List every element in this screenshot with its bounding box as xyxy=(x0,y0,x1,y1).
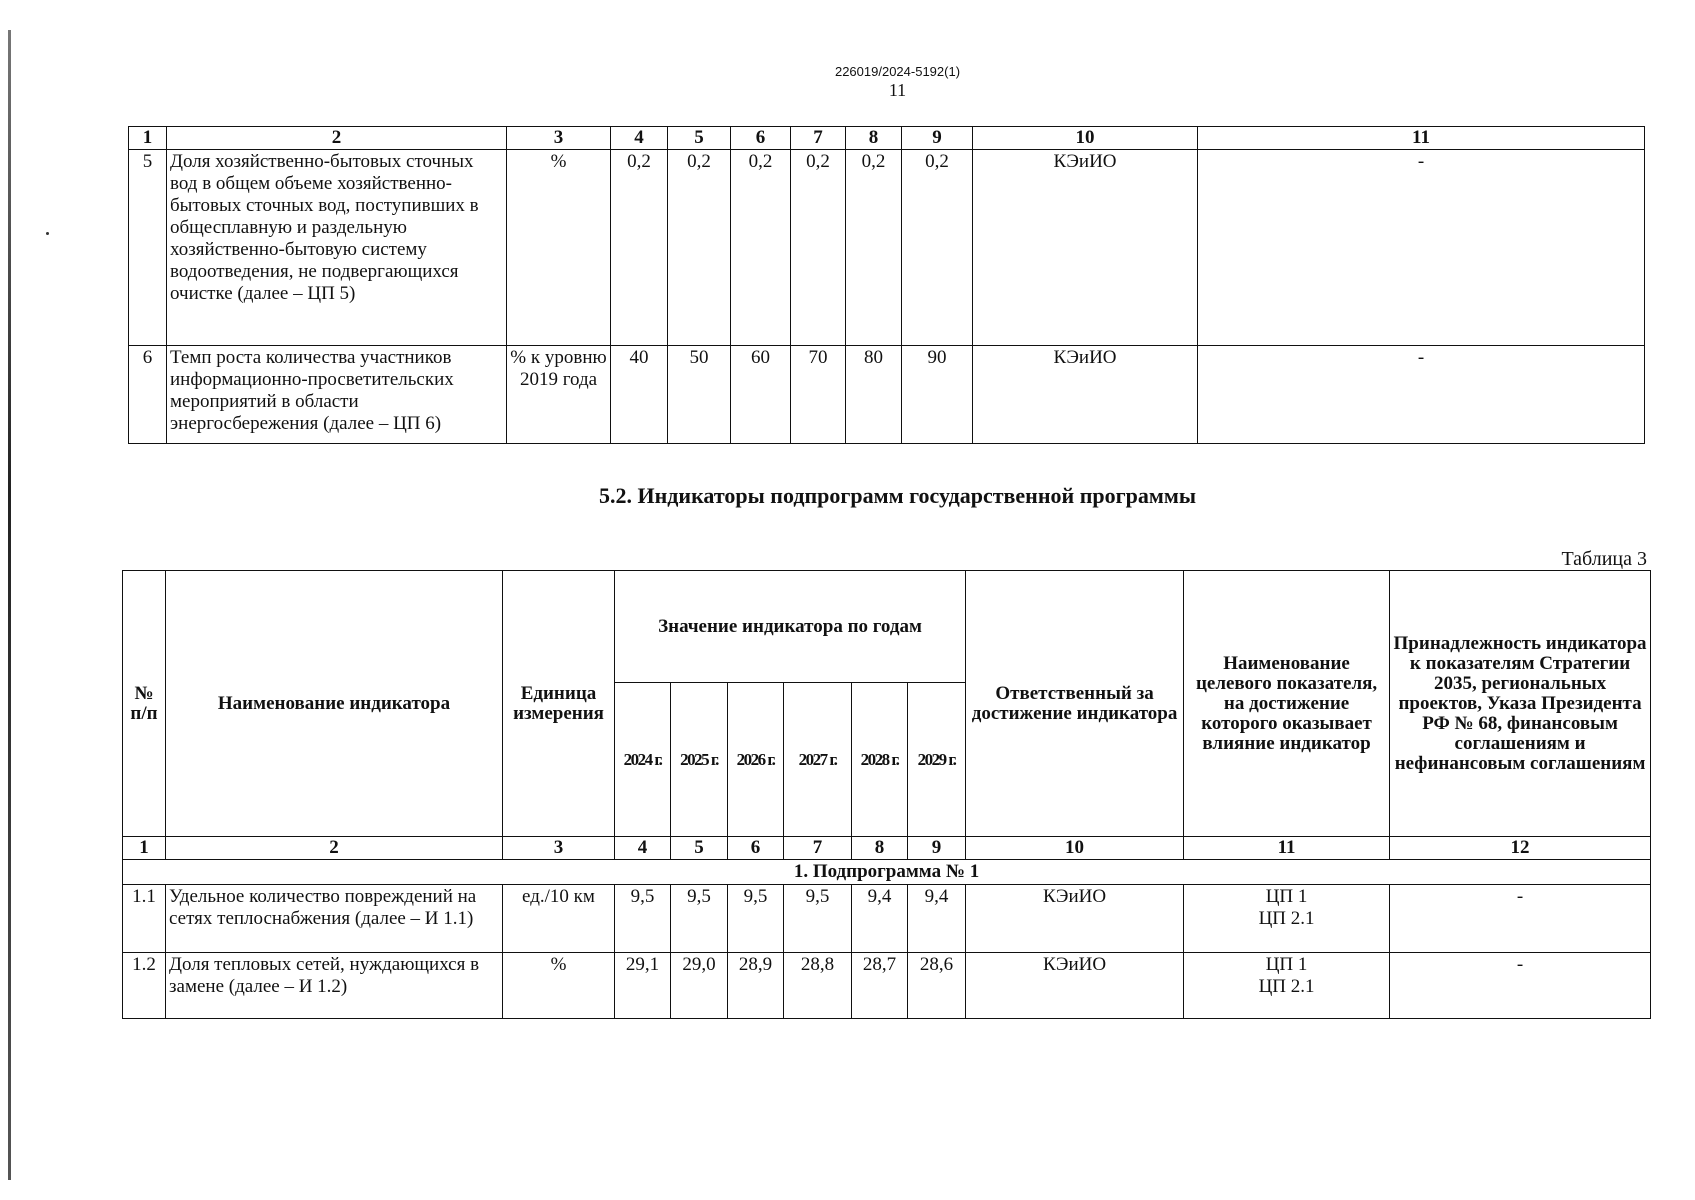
column-number-row xyxy=(123,837,1651,860)
header-belonging: Принадлежность индикатора к показателям Стратегии 2035, региональных проектов, Указа Президента РФ № 68, финансовым соглашениям и нефинансовым соглашениям xyxy=(1390,571,1651,837)
responsible: КЭиИО xyxy=(973,346,1198,444)
value-cell: 0,2 xyxy=(902,150,973,346)
col-number: 6 xyxy=(731,127,791,150)
col-number: 2 xyxy=(167,127,507,150)
col-number: 5 xyxy=(668,127,731,150)
row-number: 1.1 xyxy=(123,885,166,953)
registration-number: 226019/2024-5192(1) xyxy=(834,64,961,79)
responsible: КЭиИО xyxy=(966,885,1184,953)
section-title: 5.2. Индикаторы подпрограмм государственной программы xyxy=(599,483,1196,508)
value-cell: 9,5 xyxy=(784,885,852,953)
page-number: 11 xyxy=(888,80,907,100)
value-cell: 9,4 xyxy=(852,885,908,953)
header-year: 2027 г. xyxy=(784,683,852,837)
col-number: 1 xyxy=(123,837,166,860)
value-cell: 90 xyxy=(902,346,973,444)
scan-edge xyxy=(8,30,11,1180)
table-label: Таблица 3 xyxy=(1561,548,1647,570)
value-cell: 9,5 xyxy=(671,885,728,953)
col-number: 12 xyxy=(1390,837,1651,860)
col-number: 2 xyxy=(166,837,503,860)
value-cell: 0,2 xyxy=(791,150,846,346)
col-number: 10 xyxy=(973,127,1198,150)
row-number: 1.2 xyxy=(123,953,166,1019)
col-number: 11 xyxy=(1184,837,1390,860)
header-values-by-year: Значение индикатора по годам xyxy=(615,571,966,683)
header-row xyxy=(123,571,1651,683)
subprogram-title: 1. Подпрограмма № 1 xyxy=(123,860,1651,885)
column-number-row xyxy=(129,127,1645,150)
col-number: 7 xyxy=(791,127,846,150)
extra-cell: - xyxy=(1198,346,1645,444)
col-number: 3 xyxy=(507,127,611,150)
col-number: 4 xyxy=(611,127,668,150)
value-cell: 70 xyxy=(791,346,846,444)
col-number: 9 xyxy=(908,837,966,860)
header-year: 2026 г. xyxy=(728,683,784,837)
col-number: 11 xyxy=(1198,127,1645,150)
table-row xyxy=(129,346,1645,444)
target-line: ЦП 2.1 xyxy=(1258,976,1315,997)
continuation-table xyxy=(128,126,1645,444)
row-number: 5 xyxy=(129,150,167,346)
table-row xyxy=(129,150,1645,346)
col-number: 10 xyxy=(966,837,1184,860)
value-cell: 9,5 xyxy=(615,885,671,953)
value-cell: 29,0 xyxy=(671,953,728,1019)
col-number: 4 xyxy=(615,837,671,860)
col-number: 9 xyxy=(902,127,973,150)
belonging-cell: - xyxy=(1390,953,1651,1019)
indicator-name: Доля тепловых сетей, нуждающихся в замене (далее – И 1.2) xyxy=(166,953,503,1019)
indicator-name: Доля хозяйственно-бытовых сточных вод в общем объеме хозяйственно-бытовых сточных вод, поступивших в общесплавную и раздельную хозяйственно-бытовую систему водоотведения, не подвергающихся очистке (далее – ЦП 5) xyxy=(167,150,507,346)
header-year: 2028 г. xyxy=(852,683,908,837)
col-number: 1 xyxy=(129,127,167,150)
target-line: ЦП 1 xyxy=(1265,886,1308,907)
col-number: 7 xyxy=(784,837,852,860)
value-cell: 28,6 xyxy=(908,953,966,1019)
header-responsible: Ответственный за достижение индикатора xyxy=(966,571,1184,837)
header-year: 2025 г. xyxy=(671,683,728,837)
responsible: КЭиИО xyxy=(973,150,1198,346)
value-cell: 28,9 xyxy=(728,953,784,1019)
value-cell: 80 xyxy=(846,346,902,444)
table-row xyxy=(123,885,1651,953)
value-cell: 9,4 xyxy=(908,885,966,953)
col-number: 3 xyxy=(503,837,615,860)
value-cell: 0,2 xyxy=(731,150,791,346)
col-number: 8 xyxy=(846,127,902,150)
belonging-cell: - xyxy=(1390,885,1651,953)
col-number: 5 xyxy=(671,837,728,860)
unit: % к уровню 2019 года xyxy=(507,346,611,444)
header-num: № п/п xyxy=(123,571,166,837)
unit: % xyxy=(503,953,615,1019)
responsible: КЭиИО xyxy=(966,953,1184,1019)
header-target: Наименование целевого показателя, на достижение которого оказывает влияние индикатор xyxy=(1184,571,1390,837)
subprogram-row xyxy=(123,860,1651,885)
target-line: ЦП 2.1 xyxy=(1258,908,1315,929)
indicator-name: Удельное количество повреждений на сетях теплоснабжения (далее – И 1.1) xyxy=(166,885,503,953)
target-indicator xyxy=(1184,885,1390,953)
row-number: 6 xyxy=(129,346,167,444)
unit: ед./10 км xyxy=(503,885,615,953)
value-cell: 29,1 xyxy=(615,953,671,1019)
value-cell: 0,2 xyxy=(846,150,902,346)
col-number: 6 xyxy=(728,837,784,860)
value-cell: 28,8 xyxy=(784,953,852,1019)
indicator-name: Темп роста количества участников информационно-просветительских мероприятий в области энергосбережения (далее – ЦП 6) xyxy=(167,346,507,444)
col-number: 8 xyxy=(852,837,908,860)
target-indicator xyxy=(1184,953,1390,1019)
value-cell: 40 xyxy=(611,346,668,444)
target-line: ЦП 1 xyxy=(1265,954,1308,975)
value-cell: 0,2 xyxy=(611,150,668,346)
extra-cell: - xyxy=(1198,150,1645,346)
header-year: 2029 г. xyxy=(908,683,966,837)
scan-speck xyxy=(46,232,49,235)
value-cell: 0,2 xyxy=(668,150,731,346)
table-row xyxy=(123,953,1651,1019)
value-cell: 50 xyxy=(668,346,731,444)
value-cell: 60 xyxy=(731,346,791,444)
unit: % xyxy=(507,150,611,346)
header-name: Наименование индикатора xyxy=(166,571,503,837)
value-cell: 9,5 xyxy=(728,885,784,953)
indicators-table xyxy=(122,570,1651,1019)
value-cell: 28,7 xyxy=(852,953,908,1019)
header-unit: Единица измерения xyxy=(503,571,615,837)
header-year: 2024 г. xyxy=(615,683,671,837)
